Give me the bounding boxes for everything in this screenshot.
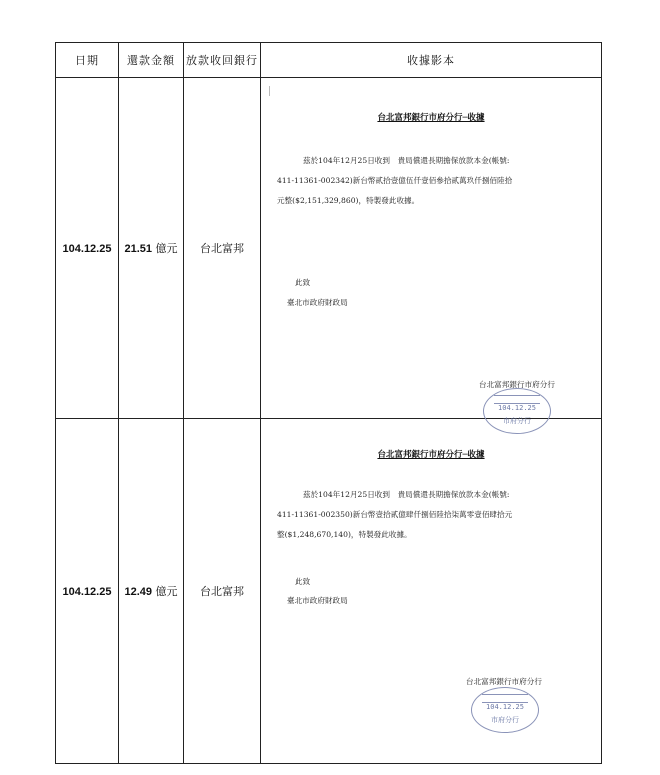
header-row <box>56 43 602 78</box>
receipt-body: 茲於104年12月25日收到 貴局償還長期擔保放款本金(帳號: 411-11361-002350)新台幣壹拾貳億肆仟捌佰陸拾柒萬零壹佰肆拾元 整($1,248,670,140)，特製發此收據。 <box>277 490 513 539</box>
date-cell: 104.12.25 <box>56 78 119 419</box>
bank-stamp: 104.12.25 市府分行 <box>471 687 539 733</box>
table-row <box>56 78 602 419</box>
table-row <box>56 419 602 764</box>
receipt-title: 台北富邦銀行市府分行─收據 <box>377 113 485 123</box>
bank-stamp: 104.12.25 市府分行 <box>483 388 551 434</box>
scan-mark <box>269 86 270 96</box>
receipt-salutation: 此致 <box>295 278 311 287</box>
receipt-salutation: 此致 <box>295 577 311 586</box>
receipt-recipient: 臺北市政府財政局 <box>287 596 348 605</box>
receipt-copy <box>261 78 602 425</box>
amount-cell: 21.51 億元 <box>119 78 184 419</box>
bank-cell: 台北富邦 <box>184 419 261 764</box>
header-date: 日期 <box>56 43 119 78</box>
receipt-issuer: 台北富邦銀行市府分行 <box>466 677 542 686</box>
receipt-issuer: 台北富邦銀行市府分行 <box>479 380 555 389</box>
receipt-body: 茲於104年12月25日收到 貴局償還長期擔保放款本金(帳號: 411-11361-002342)新台幣貳拾壹億伍仟壹佰參拾貳萬玖仟捌佰陸拾 元整($2,151,329,860)，特製發此收據。 <box>277 156 513 205</box>
receipt-copy <box>261 419 602 764</box>
receipt-recipient: 臺北市政府財政局 <box>287 298 348 307</box>
header-receipt: 收據影本 <box>261 43 602 78</box>
amount-cell: 12.49 億元 <box>119 419 184 764</box>
header-amount: 還款金額 <box>119 43 184 78</box>
date-cell: 104.12.25 <box>56 419 119 764</box>
bank-cell: 台北富邦 <box>184 78 261 419</box>
receipt-title: 台北富邦銀行市府分行─收據 <box>377 450 485 460</box>
header-bank: 放款收回銀行 <box>184 43 261 78</box>
repayment-table <box>55 42 602 764</box>
